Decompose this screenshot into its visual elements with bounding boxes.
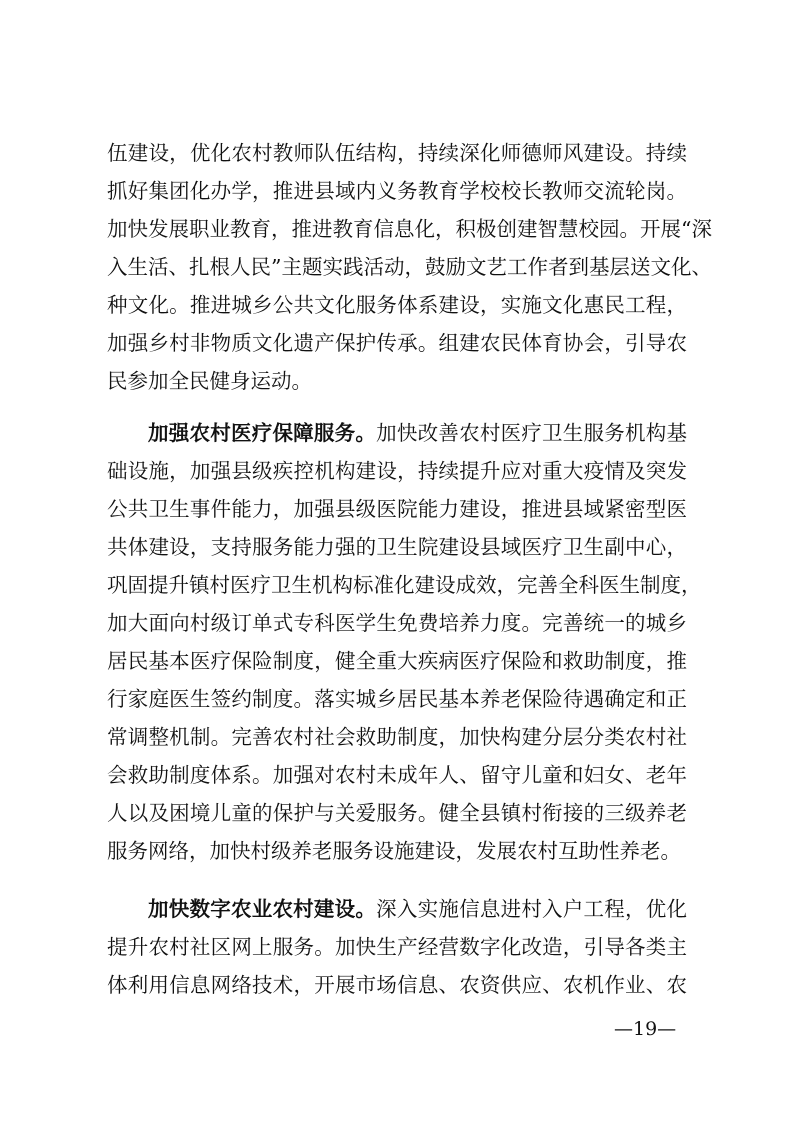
page-number: —19— bbox=[614, 1018, 677, 1040]
paragraph-line: 共体建设，支持服务能力强的卫生院建设县域医疗卫生副中心， bbox=[107, 535, 687, 559]
paragraph-text: 深入实施信息进村入户工程，优化 bbox=[376, 897, 687, 921]
paragraph-line: 会救助制度体系。加强对农村未成年人、留守儿童和妇女、老年 bbox=[107, 763, 687, 787]
paragraph-line: 民参加全民健身运动。 bbox=[107, 369, 312, 393]
section-heading: 加快数字农业农村建设。 bbox=[148, 897, 377, 921]
paragraph-line: 入生活、扎根人民”主题实践活动，鼓励文艺工作者到基层送文化、 bbox=[107, 255, 712, 279]
paragraph-line: 常调整机制。完善农村社会救助制度，加快构建分层分类农村社 bbox=[107, 725, 687, 749]
paragraph-line: 础设施，加强县级疾控机构建设，持续提升应对重大疫情及突发 bbox=[107, 459, 687, 483]
section-heading: 加强农村医疗保障服务。 bbox=[148, 421, 377, 445]
paragraph-line: 加强乡村非物质文化遗产保护传承。组建农民体育协会，引导农 bbox=[107, 331, 687, 355]
paragraph-line: 提升农村社区网上服务。加快生产经营数字化改造，引导各类主 bbox=[107, 935, 687, 959]
paragraph-line: 公共卫生事件能力，加强县级医院能力建设，推进县域紧密型医 bbox=[107, 497, 687, 521]
paragraph-line: 加大面向村级订单式专科医学生免费培养力度。完善统一的城乡 bbox=[107, 611, 687, 635]
paragraph-line: 巩固提升镇村医疗卫生机构标准化建设成效，完善全科医生制度， bbox=[107, 573, 702, 597]
paragraph-first-line bbox=[148, 418, 687, 448]
paragraph-first-line bbox=[148, 894, 687, 924]
paragraph-line: 种文化。推进城乡公共文化服务体系建设，实施文化惠民工程， bbox=[107, 293, 687, 317]
paragraph-text: 加快改善农村医疗卫生服务机构基 bbox=[376, 421, 687, 445]
paragraph-line: 居民基本医疗保险制度，健全重大疾病医疗保险和救助制度，推 bbox=[107, 649, 687, 673]
paragraph-line: 加快发展职业教育，推进教育信息化，积极创建智慧校园。开展“深 bbox=[107, 217, 712, 241]
paragraph-line: 行家庭医生签约制度。落实城乡居民基本养老保险待遇确定和正 bbox=[107, 687, 687, 711]
paragraph-line: 抓好集团化办学，推进县域内义务教育学校校长教师交流轮岗。 bbox=[107, 179, 687, 203]
paragraph-line: 伍建设，优化农村教师队伍结构，持续深化师德师风建设。持续 bbox=[107, 141, 687, 165]
paragraph-line: 人以及困境儿童的保护与关爱服务。健全县镇村衔接的三级养老 bbox=[107, 801, 687, 825]
paragraph-line: 体利用信息网络技术，开展市场信息、农资供应、农机作业、农 bbox=[107, 973, 687, 997]
paragraph-line: 服务网络，加快村级养老服务设施建设，发展农村互助性养老。 bbox=[107, 839, 681, 863]
